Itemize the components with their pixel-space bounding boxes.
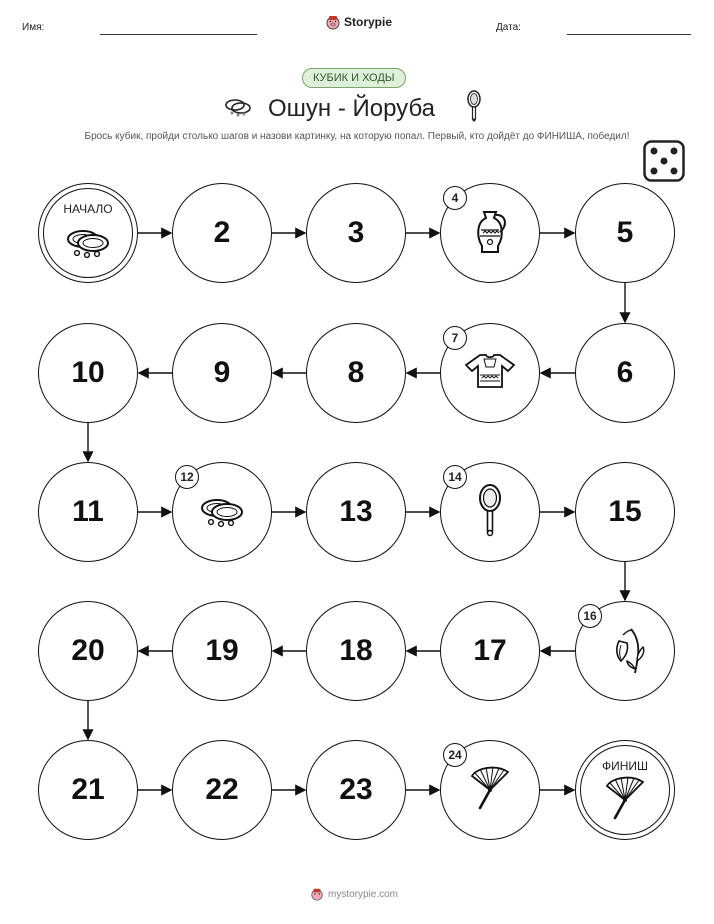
number-cell — [306, 740, 406, 840]
number-cell — [306, 183, 406, 283]
cell-number: 17 — [473, 634, 507, 667]
bracelets-icon — [65, 223, 111, 264]
start-cell — [38, 183, 138, 283]
cell-number: 3 — [347, 216, 365, 249]
flower-icon — [601, 621, 649, 682]
cell-number-badge: 24 — [443, 743, 467, 767]
number-cell — [38, 740, 138, 840]
cell-number: 18 — [339, 634, 373, 667]
number-cell — [38, 462, 138, 562]
finish-cell — [575, 740, 675, 840]
cell-number: 22 — [205, 773, 239, 806]
activity-tag: КУБИК И ХОДЫ — [302, 68, 406, 88]
cell-number-badge: 7 — [443, 326, 467, 350]
number-cell — [38, 601, 138, 701]
fan-icon — [601, 774, 649, 827]
pig-logo-icon — [310, 887, 324, 901]
cell-number: 11 — [72, 495, 104, 528]
cell-number: 15 — [608, 495, 642, 528]
page-title: Ошун - Йоруба — [268, 95, 435, 122]
cell-number: 19 — [205, 634, 239, 667]
footer-site[interactable]: mystorypie.com — [328, 888, 399, 900]
cell-number: 5 — [616, 216, 634, 249]
picture-cell — [440, 323, 540, 423]
number-cell — [306, 323, 406, 423]
picture-cell — [440, 740, 540, 840]
jug-icon — [470, 206, 510, 261]
picture-cell — [172, 462, 272, 562]
cell-number: 10 — [71, 356, 105, 389]
cell-number: 9 — [213, 356, 231, 389]
instructions: Брось кубик, пройди столько шагов и назови картинку, на которую попал. Первый, кто дойдёт до ФИНИША, победил! — [84, 131, 630, 142]
number-cell — [172, 740, 272, 840]
dress-icon — [462, 351, 518, 396]
cell-number-badge: 12 — [175, 465, 199, 489]
start-label: НАЧАЛО — [63, 202, 113, 216]
cell-number: 23 — [339, 773, 373, 806]
cell-number: 8 — [347, 356, 365, 389]
cell-number-badge: 16 — [578, 604, 602, 628]
picture-cell — [575, 601, 675, 701]
cell-number: 6 — [616, 356, 634, 389]
picture-cell — [440, 462, 540, 562]
number-cell — [172, 323, 272, 423]
cell-number: 13 — [339, 495, 373, 528]
number-cell — [575, 183, 675, 283]
date-label: Дата: — [496, 22, 521, 33]
finish-label: ФИНИШ — [601, 759, 649, 773]
number-cell — [172, 183, 272, 283]
cell-number: 21 — [71, 773, 105, 806]
fan-icon — [466, 764, 514, 817]
cell-number-badge: 14 — [443, 465, 467, 489]
name-label: Имя: — [22, 22, 45, 33]
hand-mirror-icon — [477, 483, 503, 542]
number-cell — [306, 601, 406, 701]
cell-number-badge: 4 — [443, 186, 467, 210]
number-cell — [440, 601, 540, 701]
footer — [310, 887, 398, 901]
number-cell — [306, 462, 406, 562]
number-cell — [172, 601, 272, 701]
bracelets-icon — [199, 492, 245, 533]
cell-number: 2 — [213, 216, 231, 249]
picture-cell — [440, 183, 540, 283]
number-cell — [575, 323, 675, 423]
cell-number: 20 — [71, 634, 105, 667]
brand-name: Storypie — [344, 15, 393, 29]
number-cell — [575, 462, 675, 562]
number-cell — [38, 323, 138, 423]
